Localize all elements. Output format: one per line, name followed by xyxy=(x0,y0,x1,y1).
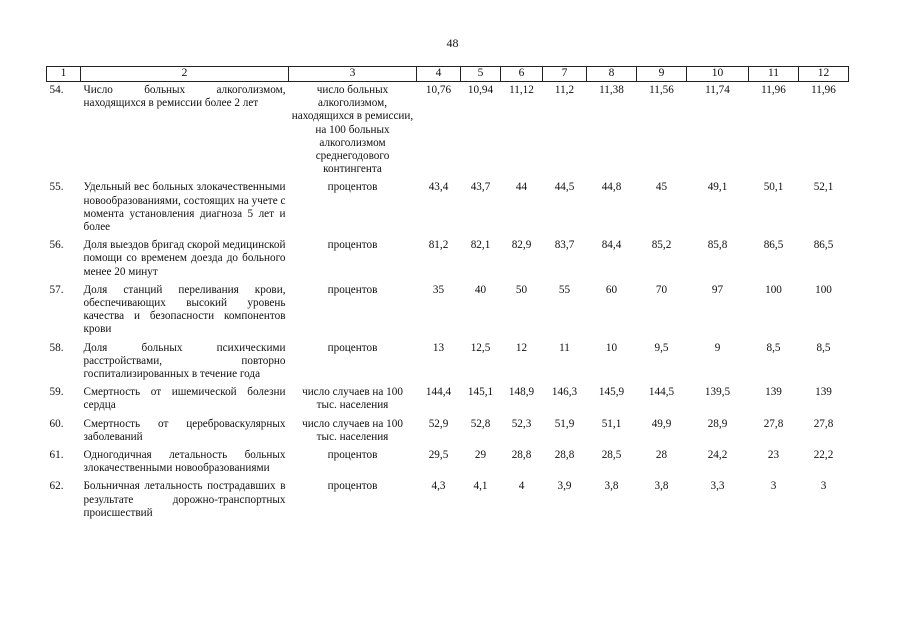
value-cell: 50 xyxy=(515,283,528,296)
value-cell: 35 xyxy=(432,283,445,296)
value-cell: 8,5 xyxy=(766,341,781,354)
value-cell: 60 xyxy=(605,283,618,296)
value-cell: 11 xyxy=(559,341,570,354)
indicator-name: Больничная летальность пострадавших в результате дорожно-транспортных происшествий xyxy=(83,480,286,519)
value-cell: 51,9 xyxy=(554,417,575,430)
value-cell: 82,1 xyxy=(470,239,491,252)
unit-of-measure: процентов xyxy=(327,181,378,194)
value-cell: 12,5 xyxy=(470,341,491,354)
row-number: 60. xyxy=(49,417,64,430)
indicator-name: Одногодичная летальность больных злокачественными новообразованиями xyxy=(83,449,286,475)
row-number: 55. xyxy=(49,181,64,194)
indicator-name: Доля станций переливания крови, обеспечивающих высокий уровень качества и безопасности компонентов крови xyxy=(83,283,286,336)
table-row xyxy=(47,416,849,447)
column-header-5: 5 xyxy=(461,67,501,82)
value-cell: 145,9 xyxy=(598,386,625,399)
value-cell: 52,1 xyxy=(813,181,834,194)
value-cell: 11,56 xyxy=(649,84,674,96)
value-cell: 146,3 xyxy=(551,386,578,399)
unit-of-measure: число больных алкоголизмом, находящихся в ремиссии, на 100 больных алкоголизмом среднегодового контингента xyxy=(291,84,414,176)
indicator-name: Доля больных психическими расстройствами, повторно госпитализированных в течение года xyxy=(83,341,286,381)
unit-of-measure: процентов xyxy=(327,283,378,296)
row-number: 59. xyxy=(49,386,64,399)
value-cell: 9 xyxy=(714,341,721,354)
value-cell: 86,5 xyxy=(763,239,784,252)
value-cell: 85,8 xyxy=(707,239,728,252)
column-header-10: 10 xyxy=(687,67,749,82)
value-cell: 11,74 xyxy=(705,84,730,96)
value-cell: 144,5 xyxy=(648,386,675,399)
value-cell: 70 xyxy=(655,283,668,296)
indicator-name: Доля выездов бригад скорой медицинской помощи со временем доезда до больного менее 20 минут xyxy=(83,239,286,278)
value-cell: 84,4 xyxy=(601,239,622,252)
unit-of-measure: процентов xyxy=(327,480,378,493)
table-row xyxy=(47,340,849,385)
value-cell: 52,9 xyxy=(428,417,449,430)
value-cell: 49,1 xyxy=(707,181,728,194)
value-cell: 49,9 xyxy=(651,417,672,430)
indicator-name: Число больных алкоголизмом, находящихся в ремиссии более 2 лет xyxy=(83,84,286,110)
value-cell: 97 xyxy=(711,283,724,296)
value-cell: 144,4 xyxy=(425,386,452,399)
value-cell: 139,5 xyxy=(704,386,731,399)
indicator-name: Удельный вес больных злокачественными новообразованиями, состоящих на учете с момента установления диагноза 5 лет и более xyxy=(83,181,286,234)
value-cell: 8,5 xyxy=(816,341,831,354)
value-cell: 10 xyxy=(605,341,618,354)
value-cell: 40 xyxy=(474,283,487,296)
value-cell: 3 xyxy=(820,480,827,493)
value-cell: 145,1 xyxy=(467,386,494,399)
value-cell: 11,2 xyxy=(554,84,575,96)
value-cell: 29 xyxy=(474,449,487,462)
column-header-1: 1 xyxy=(47,67,81,82)
value-cell: 10,94 xyxy=(467,84,494,96)
table-row xyxy=(47,478,849,523)
row-number: 56. xyxy=(49,239,64,252)
value-cell: 52,3 xyxy=(511,417,532,430)
value-cell: 55 xyxy=(558,283,571,296)
row-number: 54. xyxy=(49,84,64,96)
value-cell: 81,2 xyxy=(428,239,449,252)
value-cell: 11,12 xyxy=(509,84,534,96)
value-cell: 44,5 xyxy=(554,181,575,194)
column-header-6: 6 xyxy=(501,67,543,82)
value-cell: 83,7 xyxy=(554,239,575,252)
value-cell: 3,8 xyxy=(654,480,669,493)
value-cell: 3,3 xyxy=(710,480,725,493)
value-cell: 11,38 xyxy=(599,84,624,96)
value-cell: 86,5 xyxy=(813,239,834,252)
value-cell: 100 xyxy=(815,283,832,296)
value-cell: 100 xyxy=(765,283,782,296)
value-cell: 12 xyxy=(515,341,528,354)
column-header-2: 2 xyxy=(81,67,289,82)
value-cell: 27,8 xyxy=(763,417,784,430)
column-header-11: 11 xyxy=(749,67,799,82)
value-cell: 44,8 xyxy=(601,181,622,194)
table-row xyxy=(47,282,849,340)
value-cell: 23 xyxy=(767,449,780,462)
column-header-12: 12 xyxy=(799,67,849,82)
value-cell: 10,76 xyxy=(425,84,452,96)
value-cell: 51,1 xyxy=(601,417,622,430)
value-cell: 28,5 xyxy=(601,449,622,462)
value-cell: 27,8 xyxy=(813,417,834,430)
value-cell: 43,4 xyxy=(428,181,449,194)
value-cell: 44 xyxy=(515,181,528,194)
unit-of-measure: процентов xyxy=(327,449,378,462)
value-cell: 4,3 xyxy=(431,480,446,493)
value-cell: 28,8 xyxy=(511,449,532,462)
table-row xyxy=(47,237,849,282)
column-numbers-row xyxy=(47,67,849,82)
indicator-name: Смертность от цереброваскулярных заболеваний xyxy=(83,417,286,443)
table-row xyxy=(47,179,849,237)
value-cell: 82,9 xyxy=(511,239,532,252)
column-header-9: 9 xyxy=(637,67,687,82)
column-header-3: 3 xyxy=(289,67,417,82)
column-header-8: 8 xyxy=(587,67,637,82)
row-number: 58. xyxy=(49,341,64,354)
value-cell: 28,8 xyxy=(554,449,575,462)
value-cell: 3 xyxy=(770,480,777,493)
value-cell: 45 xyxy=(655,181,668,194)
table-row xyxy=(47,82,849,180)
unit-of-measure: число случаев на 100 тыс. населения xyxy=(302,386,403,412)
indicator-name: Смертность от ишемической болезни сердца xyxy=(83,386,286,412)
table-body xyxy=(47,82,849,524)
value-cell: 29,5 xyxy=(428,449,449,462)
row-number: 57. xyxy=(49,283,64,296)
table-row xyxy=(47,447,849,478)
value-cell: 52,8 xyxy=(470,417,491,430)
value-cell: 85,2 xyxy=(651,239,672,252)
unit-of-measure: процентов xyxy=(327,341,378,354)
value-cell: 22,2 xyxy=(813,449,834,462)
value-cell: 139 xyxy=(765,386,782,399)
table-row xyxy=(47,384,849,415)
value-cell: 11,96 xyxy=(811,84,836,96)
column-header-7: 7 xyxy=(543,67,587,82)
value-cell: 4 xyxy=(518,480,525,493)
indicators-table xyxy=(46,66,849,523)
value-cell: 24,2 xyxy=(707,449,728,462)
value-cell: 28 xyxy=(655,449,668,462)
value-cell: 43,7 xyxy=(470,181,491,194)
value-cell: 11,96 xyxy=(761,84,786,96)
column-header-4: 4 xyxy=(417,67,461,82)
value-cell: 4,1 xyxy=(473,480,488,493)
unit-of-measure: процентов xyxy=(327,239,378,252)
value-cell: 50,1 xyxy=(763,181,784,194)
value-cell: 28,9 xyxy=(707,417,728,430)
row-number: 61. xyxy=(49,449,64,462)
row-number: 62. xyxy=(49,480,64,493)
unit-of-measure: число случаев на 100 тыс. населения xyxy=(302,417,403,443)
value-cell: 13 xyxy=(432,341,445,354)
value-cell: 3,8 xyxy=(604,480,619,493)
value-cell: 3,9 xyxy=(557,480,572,493)
value-cell: 9,5 xyxy=(654,341,669,354)
value-cell: 139 xyxy=(815,386,832,399)
page-number: 48 xyxy=(446,36,459,50)
value-cell: 148,9 xyxy=(508,386,535,399)
